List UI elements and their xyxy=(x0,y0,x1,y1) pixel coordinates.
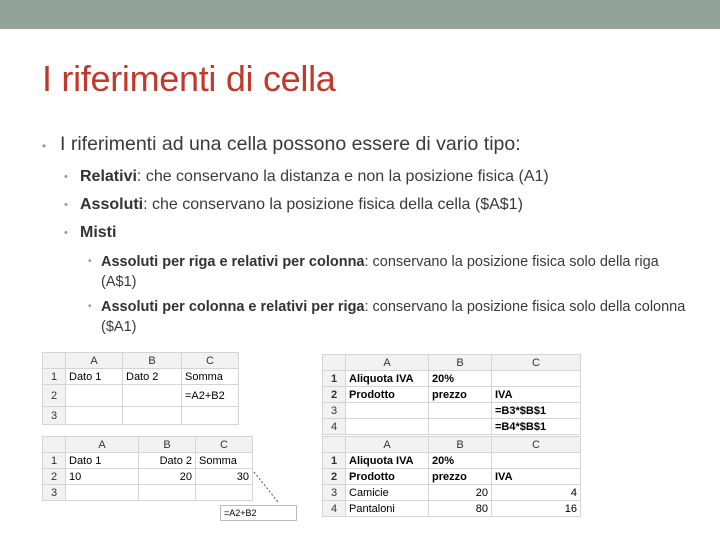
cell[interactable] xyxy=(139,485,196,501)
cell[interactable]: =A2+B2 xyxy=(182,385,239,407)
table-row: 3 xyxy=(43,407,239,425)
cell[interactable]: =B3*$B$1 xyxy=(492,403,581,419)
column-header[interactable]: A xyxy=(346,437,429,453)
cell[interactable]: Pantaloni xyxy=(346,501,429,517)
callout-arrow-icon xyxy=(250,470,290,506)
cell[interactable]: =B4*$B$1 xyxy=(492,419,581,435)
cell[interactable]: 10 xyxy=(66,469,139,485)
column-header[interactable]: A xyxy=(66,437,139,453)
bullet-text: : che conservano la posizione fisica della cella ($A$1) xyxy=(143,196,523,213)
cell[interactable]: prezzo xyxy=(429,469,492,485)
cell[interactable]: Dato 2 xyxy=(123,369,182,385)
table-row: 2 Prodotto prezzo IVA xyxy=(323,387,581,403)
cell[interactable]: prezzo xyxy=(429,387,492,403)
bullet-dot-icon: • xyxy=(88,256,92,267)
bullet-bold: Assoluti xyxy=(80,196,144,213)
column-header[interactable]: B xyxy=(429,355,492,371)
table-row: 2 Prodotto prezzo IVA xyxy=(323,469,581,485)
column-header[interactable]: C xyxy=(196,437,253,453)
cell[interactable]: 16 xyxy=(492,501,581,517)
cell[interactable]: IVA xyxy=(492,387,581,403)
top-color-bar xyxy=(0,0,720,29)
bullet-misti-colonna xyxy=(88,297,688,337)
bullet-dot-icon: • xyxy=(64,171,68,183)
column-header[interactable]: C xyxy=(492,355,581,371)
cell[interactable]: 30 xyxy=(196,469,253,485)
cell[interactable]: Aliquota IVA xyxy=(346,371,429,387)
table-row: 3 =B3*$B$1 xyxy=(323,403,581,419)
cell[interactable]: Somma xyxy=(196,453,253,469)
spreadsheet-absolute-result xyxy=(322,436,581,517)
cell[interactable] xyxy=(123,385,182,407)
table-row: 2 =A2+B2 xyxy=(43,385,239,407)
cell[interactable] xyxy=(123,407,182,425)
column-header[interactable]: B xyxy=(123,353,182,369)
cell[interactable]: Prodotto xyxy=(346,387,429,403)
bullet-dot-icon: • xyxy=(64,227,68,239)
column-header[interactable]: A xyxy=(66,353,123,369)
table-row: 1 Aliquota IVA 20% xyxy=(323,453,581,469)
spreadsheet-absolute-formula xyxy=(322,354,581,435)
bullet-text: : conservano la posizione fisica solo della colonna ($A1) xyxy=(101,299,686,335)
bullet-dot-icon: • xyxy=(88,301,92,312)
cell[interactable]: Prodotto xyxy=(346,469,429,485)
table-row: 1 Dato 1 Dato 2 Somma xyxy=(43,453,253,469)
bullet-bold: Misti xyxy=(80,224,117,241)
bullet-text: : conservano la posizione fisica solo della riga (A$1) xyxy=(101,254,659,290)
cell[interactable]: Somma xyxy=(182,369,239,385)
cell[interactable]: IVA xyxy=(492,469,581,485)
cell[interactable]: Dato 1 xyxy=(66,453,139,469)
cell[interactable] xyxy=(66,485,139,501)
table-row: 3 Camicie 20 4 xyxy=(323,485,581,501)
bullet-relativi xyxy=(64,168,549,186)
cell[interactable] xyxy=(66,385,123,407)
bullet-dot-icon: • xyxy=(64,199,68,211)
cell[interactable] xyxy=(346,419,429,435)
bullet-misti-riga xyxy=(88,252,688,292)
cell[interactable]: 20% xyxy=(429,371,492,387)
column-header[interactable]: B xyxy=(429,437,492,453)
cell[interactable] xyxy=(346,403,429,419)
bullet-assoluti xyxy=(64,196,523,214)
cell[interactable] xyxy=(492,371,581,387)
cell[interactable]: 20% xyxy=(429,453,492,469)
cell[interactable] xyxy=(182,407,239,425)
table-row: 4 Pantaloni 80 16 xyxy=(323,501,581,517)
column-header[interactable]: C xyxy=(492,437,581,453)
table-row: 2 10 20 30 xyxy=(43,469,253,485)
bullet-misti xyxy=(64,224,116,242)
bullet-bold: Assoluti per colonna e relativi per riga xyxy=(101,299,365,315)
cell[interactable] xyxy=(429,419,492,435)
spreadsheet-relative-formula xyxy=(42,352,239,425)
table-row: 3 xyxy=(43,485,253,501)
spreadsheet-relative-result xyxy=(42,436,253,501)
column-header[interactable]: B xyxy=(139,437,196,453)
bullet-bold: Relativi xyxy=(80,168,137,185)
bullet-text: I riferimenti ad una cella possono essere di vario tipo: xyxy=(60,133,521,155)
cell[interactable] xyxy=(196,485,253,501)
cell[interactable]: Dato 1 xyxy=(66,369,123,385)
cell[interactable]: Aliquota IVA xyxy=(346,453,429,469)
slide-title: I riferimenti di cella xyxy=(42,58,336,99)
bullet-level1 xyxy=(44,133,521,156)
bullet-text: : che conservano la distanza e non la posizione fisica (A1) xyxy=(136,168,549,185)
cell[interactable]: 4 xyxy=(492,485,581,501)
formula-tooltip: =A2+B2 xyxy=(220,505,297,521)
cell[interactable] xyxy=(492,453,581,469)
column-header[interactable]: A xyxy=(346,355,429,371)
table-row: 4 =B4*$B$1 xyxy=(323,419,581,435)
cell[interactable]: Camicie xyxy=(346,485,429,501)
table-row: 1 Aliquota IVA 20% xyxy=(323,371,581,387)
cell[interactable]: Dato 2 xyxy=(139,453,196,469)
cell[interactable] xyxy=(429,403,492,419)
cell[interactable]: 20 xyxy=(429,485,492,501)
cell[interactable]: 80 xyxy=(429,501,492,517)
table-row: 1 Dato 1 Dato 2 Somma xyxy=(43,369,239,385)
cell[interactable] xyxy=(66,407,123,425)
bullet-bold: Assoluti per riga e relativi per colonna xyxy=(101,254,365,270)
bullet-dot-icon: • xyxy=(42,139,47,153)
column-header[interactable]: C xyxy=(182,353,239,369)
cell[interactable]: 20 xyxy=(139,469,196,485)
